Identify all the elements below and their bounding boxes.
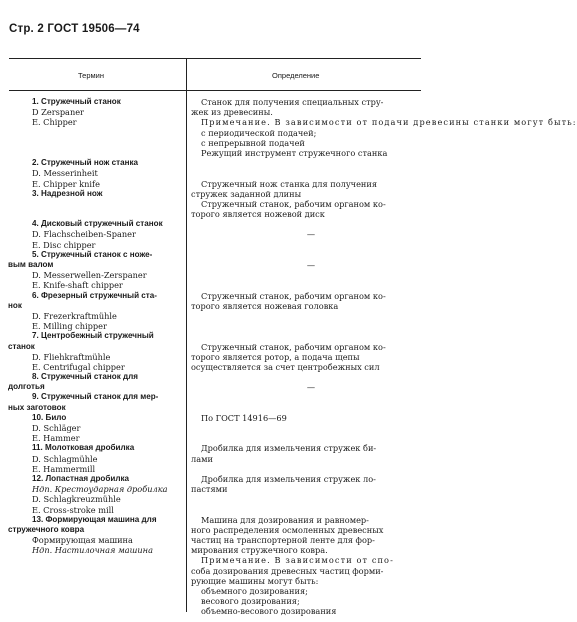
definition-spacer bbox=[201, 331, 421, 341]
definition-spacer bbox=[201, 433, 421, 443]
term-line: D. Messerwellen-Zerspaner bbox=[32, 270, 147, 281]
terms-column bbox=[8, 97, 180, 556]
definition-line: с периодической подачей; bbox=[201, 127, 317, 138]
definition-line: лами bbox=[191, 453, 213, 464]
definition-spacer bbox=[201, 250, 421, 260]
term-line: 4. Дисковый стружечный станок bbox=[32, 219, 163, 229]
definition-line: пастями bbox=[191, 484, 228, 495]
term-line: E. Hammer bbox=[32, 433, 80, 444]
definition-spacer bbox=[201, 403, 421, 413]
definition-line: По ГОСТ 14916—69 bbox=[201, 412, 287, 423]
definition-line: — bbox=[306, 260, 316, 270]
definition-line: Дробилка для измельчения стружек би- bbox=[201, 443, 377, 454]
term-line: D. Flachscheiben-Spaner bbox=[32, 229, 136, 240]
term-line: D. Schlagmühle bbox=[32, 453, 98, 464]
term-spacer bbox=[32, 199, 180, 209]
column-divider bbox=[186, 58, 187, 612]
term-spacer bbox=[32, 128, 180, 138]
definition-line: с непрерывной подачей bbox=[201, 137, 305, 148]
definition-spacer bbox=[201, 423, 421, 433]
term-line: 1. Стружечный станок bbox=[32, 97, 121, 106]
term-line: D Zerspaner bbox=[32, 107, 84, 118]
term-line: E. Centrifugal chipper bbox=[32, 361, 125, 372]
definition-line: Машина для дозирования и равномер- bbox=[201, 514, 369, 525]
definition-line: — bbox=[306, 229, 316, 240]
definition-line: объемного дозирования; bbox=[201, 586, 308, 596]
definition-line: объемно-весового дозирования bbox=[201, 606, 337, 617]
term-line: E. Chipper bbox=[32, 117, 77, 128]
table-top-rule bbox=[9, 58, 421, 59]
definition-line: — bbox=[306, 382, 316, 393]
term-line: Ндп. Крестоударная дробилка bbox=[32, 484, 168, 495]
term-line: 6. Фрезерный стружечный ста- bbox=[32, 290, 157, 300]
column-header-definition: Определение bbox=[272, 71, 320, 80]
definition-line: Стружечный станок, рабочим органом ко- bbox=[201, 341, 386, 352]
definition-line: Примечание. В зависимости от подачи древесины станки могут быть: bbox=[201, 117, 577, 128]
term-line: стружечного ковра bbox=[8, 524, 85, 534]
definition-spacer bbox=[201, 270, 421, 280]
term-line: Формирующая машина bbox=[32, 535, 133, 546]
definition-line: торого является ножевой диск bbox=[191, 209, 325, 220]
definition-line: Примечание. В зависимости от спо- bbox=[201, 555, 394, 566]
term-line: D. Fliehkraftmühle bbox=[32, 351, 111, 362]
term-line: 3. Надрезной нож bbox=[32, 188, 103, 198]
term-line: 2. Стружечный нож станка bbox=[32, 158, 139, 168]
column-header-term: Термин bbox=[78, 71, 104, 80]
term-line: 11. Молотковая дробилка bbox=[32, 443, 135, 453]
definition-spacer bbox=[201, 280, 421, 290]
definition-line: весового дозирования; bbox=[201, 596, 300, 607]
definition-spacer bbox=[201, 392, 421, 402]
definition-spacer bbox=[201, 240, 421, 250]
definition-spacer bbox=[201, 311, 421, 321]
term-line: Ндп. Настилочная машина bbox=[32, 545, 153, 556]
term-line: долготья bbox=[8, 382, 45, 392]
table-head-rule bbox=[9, 90, 421, 91]
definition-line: Станок для получения специальных стру- bbox=[201, 97, 384, 107]
definition-spacer bbox=[201, 372, 421, 382]
definition-line: осуществляется за счет центробежных сил bbox=[191, 361, 380, 372]
term-line: 12. Лопастная дробилка bbox=[32, 473, 130, 483]
term-line: 8. Стружечный станок для bbox=[32, 372, 139, 382]
definition-line: жек из древесины. bbox=[191, 107, 273, 118]
definition-spacer bbox=[201, 219, 421, 229]
definition-line: Стружечный нож станка для получения bbox=[201, 178, 378, 189]
term-line: D. Schlagkreuzmühle bbox=[32, 494, 121, 505]
term-line: E. Disc chipper bbox=[32, 239, 96, 250]
definition-line: торого является ножевая головка bbox=[191, 300, 339, 311]
definition-line: соба дозирования древесных частиц форми- bbox=[191, 565, 384, 576]
term-spacer bbox=[32, 209, 180, 219]
definition-line: Дробилка для измельчения стружек ло- bbox=[201, 473, 376, 484]
definition-line: стружек заданной длины bbox=[191, 188, 302, 199]
term-line: E. Knife-shaft chipper bbox=[32, 280, 123, 291]
term-line: 13. Формирующая машина для bbox=[32, 514, 157, 524]
definition-spacer bbox=[201, 158, 421, 168]
definition-line: торого является ротор, а подача щепы bbox=[191, 351, 360, 362]
term-line: E. Cross-stroke mill bbox=[32, 504, 114, 515]
page-header: Стр. 2 ГОСТ 19506—74 bbox=[9, 23, 140, 35]
definition-line: Режущий инструмент стружечного станка bbox=[201, 147, 388, 158]
definitions-column bbox=[191, 97, 577, 617]
definition-spacer bbox=[201, 494, 421, 504]
term-line: 7. Центробежный стружечный bbox=[32, 331, 154, 341]
term-line: станок bbox=[8, 341, 35, 351]
term-line: E. Hammermill bbox=[32, 463, 96, 474]
definition-spacer bbox=[201, 168, 421, 178]
term-line: E. Milling chipper bbox=[32, 321, 107, 332]
term-line: 9. Стружечный станок для мер- bbox=[32, 392, 159, 402]
term-line: D. Schläger bbox=[32, 423, 81, 433]
term-line: нок bbox=[8, 300, 22, 310]
term-spacer bbox=[32, 138, 180, 148]
term-line: E. Chipper knife bbox=[32, 178, 100, 189]
definition-spacer bbox=[201, 505, 421, 515]
term-line: D. Messerinheit bbox=[32, 168, 98, 179]
definition-line: Стружечный станок, рабочим органом ко- bbox=[201, 290, 386, 301]
definition-line: рующие машины могут быть: bbox=[191, 575, 319, 586]
term-line: 10. Било bbox=[32, 412, 67, 422]
definition-spacer bbox=[201, 321, 421, 331]
term-line: вым валом bbox=[8, 260, 54, 269]
definition-line: ного распределения осмоленных древесных bbox=[191, 524, 384, 535]
term-line: 5. Стружечный станок с ноже- bbox=[32, 249, 153, 259]
definition-line: Стружечный станок, рабочим органом ко- bbox=[201, 198, 386, 209]
definition-line: мирования стружечного ковра. bbox=[191, 545, 328, 556]
definition-line: частиц на транспортерной ленте для фор- bbox=[191, 535, 375, 546]
term-line: D. Frezerkraftmühle bbox=[32, 310, 117, 321]
definition-spacer bbox=[201, 464, 421, 474]
term-spacer bbox=[32, 148, 180, 158]
term-line: ных заготовок bbox=[8, 402, 66, 412]
